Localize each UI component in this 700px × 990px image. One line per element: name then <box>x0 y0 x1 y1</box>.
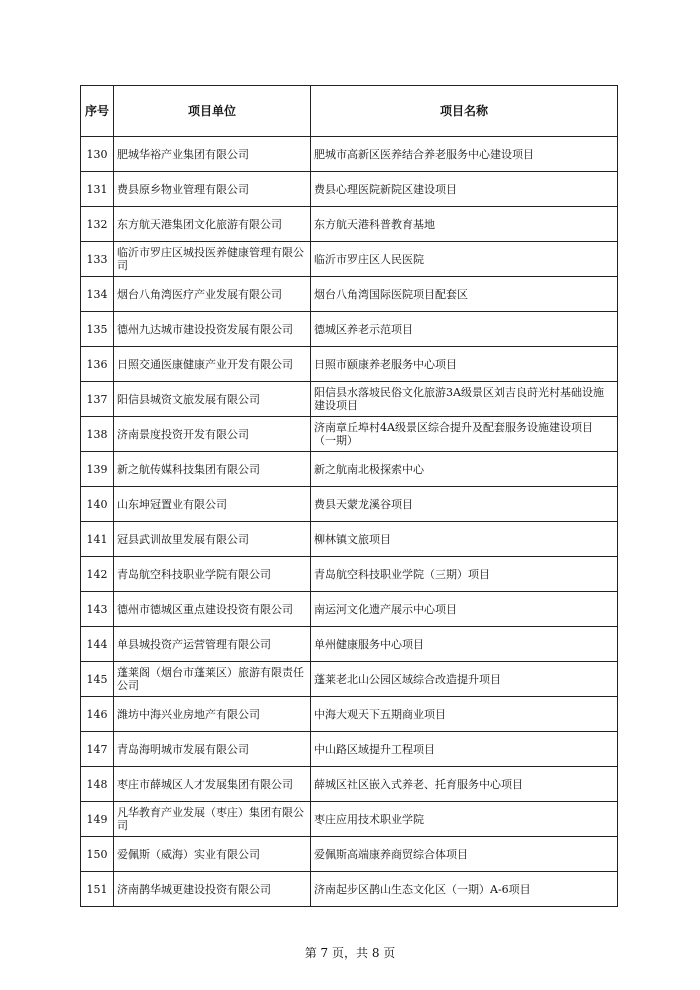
table-row <box>81 137 618 172</box>
row-unit: 东方航天港集团文化旅游有限公司 <box>114 207 311 242</box>
row-name: 蓬莱老北山公园区域综合改造提升项目 <box>311 662 618 697</box>
row-num: 146 <box>81 697 114 732</box>
row-num: 132 <box>81 207 114 242</box>
row-unit: 青岛海明城市发展有限公司 <box>114 732 311 767</box>
row-name: 南运河文化遗产展示中心项目 <box>311 592 618 627</box>
row-unit: 肥城华裕产业集团有限公司 <box>114 137 311 172</box>
project-table <box>80 85 618 907</box>
table-row <box>81 207 618 242</box>
table-row <box>81 662 618 697</box>
row-num: 149 <box>81 802 114 837</box>
row-unit: 德州市德城区重点建设投资有限公司 <box>114 592 311 627</box>
row-name: 薛城区社区嵌入式养老、托育服务中心项目 <box>311 767 618 802</box>
row-unit: 凡华教育产业发展（枣庄）集团有限公司 <box>114 802 311 837</box>
row-unit: 济南鹊华城更建设投资有限公司 <box>114 872 311 907</box>
row-name: 烟台八角湾国际医院项目配套区 <box>311 277 618 312</box>
table-row <box>81 802 618 837</box>
table-row <box>81 592 618 627</box>
row-name: 肥城市高新区医养结合养老服务中心建设项目 <box>311 137 618 172</box>
row-unit: 德州九达城市建设投资发展有限公司 <box>114 312 311 347</box>
row-name: 临沂市罗庄区人民医院 <box>311 242 618 277</box>
table-row <box>81 872 618 907</box>
table-row <box>81 732 618 767</box>
row-num: 134 <box>81 277 114 312</box>
row-unit: 山东坤冠置业有限公司 <box>114 487 311 522</box>
row-unit: 日照交通医康健康产业开发有限公司 <box>114 347 311 382</box>
row-num: 151 <box>81 872 114 907</box>
row-name: 日照市颐康养老服务中心项目 <box>311 347 618 382</box>
row-unit: 费县原乡物业管理有限公司 <box>114 172 311 207</box>
row-unit: 济南景度投资开发有限公司 <box>114 417 311 452</box>
header-name: 项目名称 <box>311 86 618 137</box>
row-num: 131 <box>81 172 114 207</box>
table-row <box>81 522 618 557</box>
row-unit: 阳信县城资文旅发展有限公司 <box>114 382 311 417</box>
table-row <box>81 452 618 487</box>
row-unit: 冠县武训故里发展有限公司 <box>114 522 311 557</box>
row-unit: 单县城投资产运营管理有限公司 <box>114 627 311 662</box>
page-footer: 第 7 页，共 8 页 <box>304 946 396 960</box>
table-row <box>81 837 618 872</box>
row-name: 中海大观天下五期商业项目 <box>311 697 618 732</box>
row-unit: 潍坊中海兴业房地产有限公司 <box>114 697 311 732</box>
row-unit: 青岛航空科技职业学院有限公司 <box>114 557 311 592</box>
row-unit: 烟台八角湾医疗产业发展有限公司 <box>114 277 311 312</box>
table-row <box>81 312 618 347</box>
row-unit: 爱佩斯（威海）实业有限公司 <box>114 837 311 872</box>
row-num: 138 <box>81 417 114 452</box>
row-num: 137 <box>81 382 114 417</box>
row-name: 单州健康服务中心项目 <box>311 627 618 662</box>
row-num: 150 <box>81 837 114 872</box>
row-name: 费县天蒙龙溪谷项目 <box>311 487 618 522</box>
table-row <box>81 487 618 522</box>
row-num: 135 <box>81 312 114 347</box>
row-num: 143 <box>81 592 114 627</box>
header-num: 序号 <box>81 86 114 137</box>
table-row <box>81 242 618 277</box>
row-unit: 枣庄市薛城区人才发展集团有限公司 <box>114 767 311 802</box>
row-name: 爱佩斯高端康养商贸综合体项目 <box>311 837 618 872</box>
header-unit: 项目单位 <box>114 86 311 137</box>
row-num: 148 <box>81 767 114 802</box>
row-unit: 蓬莱阁（烟台市蓬莱区）旅游有限责任公司 <box>114 662 311 697</box>
row-name: 中山路区域提升工程项目 <box>311 732 618 767</box>
row-unit: 新之航传媒科技集团有限公司 <box>114 452 311 487</box>
row-num: 147 <box>81 732 114 767</box>
table-row <box>81 767 618 802</box>
row-num: 133 <box>81 242 114 277</box>
table-row <box>81 382 618 417</box>
row-name: 费县心理医院新院区建设项目 <box>311 172 618 207</box>
row-name: 德城区养老示范项目 <box>311 312 618 347</box>
row-name: 新之航南北极探索中心 <box>311 452 618 487</box>
row-num: 136 <box>81 347 114 382</box>
row-name: 东方航天港科普教育基地 <box>311 207 618 242</box>
table-row <box>81 697 618 732</box>
row-unit: 临沂市罗庄区城投医养健康管理有限公司 <box>114 242 311 277</box>
row-name: 阳信县水落坡民俗文化旅游3A级景区刘吉良莳光村基础设施建设项目 <box>311 382 618 417</box>
row-name: 济南章丘埠村4A级景区综合提升及配套服务设施建设项目（一期） <box>311 417 618 452</box>
table-row <box>81 417 618 452</box>
table-row <box>81 277 618 312</box>
row-num: 145 <box>81 662 114 697</box>
row-name: 青岛航空科技职业学院（三期）项目 <box>311 557 618 592</box>
row-name: 济南起步区鹊山生态文化区（一期）A-6项目 <box>311 872 618 907</box>
table-header-row <box>81 86 618 137</box>
row-num: 141 <box>81 522 114 557</box>
table-row <box>81 347 618 382</box>
table-row <box>81 557 618 592</box>
table-row <box>81 627 618 662</box>
row-num: 130 <box>81 137 114 172</box>
row-name: 枣庄应用技术职业学院 <box>311 802 618 837</box>
row-num: 139 <box>81 452 114 487</box>
row-name: 柳林镇文旅项目 <box>311 522 618 557</box>
row-num: 140 <box>81 487 114 522</box>
row-num: 144 <box>81 627 114 662</box>
table-row <box>81 172 618 207</box>
row-num: 142 <box>81 557 114 592</box>
